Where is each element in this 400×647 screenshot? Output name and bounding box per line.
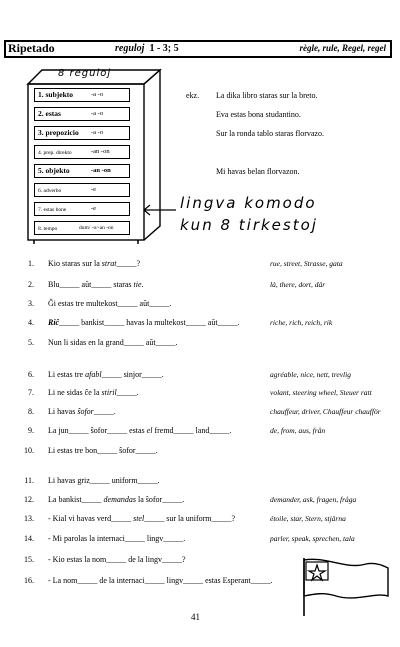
exercise-translation: parler, speak, sprechen, tala xyxy=(270,534,355,543)
header-center-ref: 1 - 3; 5 xyxy=(149,43,179,54)
exercise-text: _____? xyxy=(116,259,140,268)
exercise-number: 8. xyxy=(28,407,34,416)
drawer-ending: -a -o xyxy=(91,91,104,98)
exercise-text: Ĝi estas tre multekost_____ aŭt_____. xyxy=(48,299,172,308)
examples-label: ekz. xyxy=(186,91,200,100)
exercise-sentence xyxy=(48,299,171,308)
exercise-text: _____ sur la uniform_____? xyxy=(144,514,236,523)
exercise-text: Li estas tre bon_____ ŝofor_____. xyxy=(48,446,158,455)
header-center-word: reguloj xyxy=(115,43,145,54)
drawer-ending: -an -on xyxy=(91,148,110,155)
exercise-text: fremd_____ land_____. xyxy=(152,426,232,435)
exercise-number: 15. xyxy=(24,555,34,564)
drawer-ending: -e xyxy=(91,186,97,193)
drawer-name: 6. adverbo xyxy=(38,188,62,194)
exercise-sentence xyxy=(48,280,144,289)
exercise-keyword: tie xyxy=(133,280,142,289)
exercise-text: - Mi parolas la internaci_____ lingv_____. xyxy=(48,534,186,543)
exercise-translation: agréable, nice, nett, trevlig xyxy=(270,370,351,379)
exercise-text: _____. xyxy=(93,407,116,416)
exercise-sentence xyxy=(48,318,240,327)
example-line: La dika libro staras sur la breto. xyxy=(216,91,318,100)
exercise-keyword: afabl xyxy=(85,370,102,379)
drawer-name: 3. prepozicio xyxy=(38,128,79,137)
drawer-5 xyxy=(34,164,130,178)
page-title: Ripetado xyxy=(8,41,55,55)
exercise-keyword: stel xyxy=(133,514,145,523)
exercise-number: 1. xyxy=(28,259,34,268)
drawer-ending: -a -o xyxy=(91,129,104,136)
exercise-text: Li havas xyxy=(48,407,78,416)
exercise-sentence xyxy=(48,576,273,585)
exercise-translation: là, there, dort, där xyxy=(270,280,326,289)
drawer-name: 5. objekto xyxy=(38,166,70,175)
drawer-ending: -a -o xyxy=(91,110,104,117)
note-line-1: lingva komodo xyxy=(180,194,317,212)
exercise-number: 7. xyxy=(28,388,34,397)
exercise-number: 10. xyxy=(24,446,34,455)
note-line-2: kun 8 tirkestoj xyxy=(180,216,318,234)
exercise-number: 13. xyxy=(24,514,34,523)
exercise-number: 11. xyxy=(24,476,34,485)
exercise-sentence xyxy=(48,514,235,523)
exercise-keyword: el xyxy=(146,426,153,435)
exercise-translation: riche, rich, reich, rik xyxy=(270,318,333,327)
exercise-number: 2. xyxy=(28,280,34,289)
exercise-text: Kio staras sur la xyxy=(48,259,102,268)
exercise-keyword: strat xyxy=(101,259,117,268)
exercise-number: 4. xyxy=(28,318,34,327)
exercise-sentence xyxy=(48,476,160,485)
exercise-text: Blu_____ aŭt_____ staras xyxy=(48,280,134,289)
exercise-text: La bankist_____ xyxy=(48,495,104,504)
exercise-text: _____ bankist_____ havas la multekost_____ aŭt_____. xyxy=(59,318,240,327)
exercise-text: _____. xyxy=(116,388,139,397)
drawer-6 xyxy=(34,183,130,197)
exercise-sentence xyxy=(48,338,178,347)
exercise-text: - La nom_____ de la internaci_____ lingv_____ estas Esperant_____. xyxy=(48,576,273,585)
exercise-number: 3. xyxy=(28,299,34,308)
exercise-text: Nun li sidas en la grand_____ aŭt_____. xyxy=(48,338,178,347)
header-translations: règle, rule, Regel, regel xyxy=(299,43,386,53)
drawer-7 xyxy=(34,202,130,216)
exercise-translation: rue, street, Strasse, gata xyxy=(270,259,343,268)
exercise-number: 9. xyxy=(28,426,34,435)
drawer-name: 8. tempo xyxy=(38,226,58,232)
example-line: Sur la ronda tablo staras florvazo. xyxy=(216,129,324,138)
drawer-ending: dum/ -o/-an -on xyxy=(79,225,114,231)
header-reference xyxy=(115,43,179,54)
drawer-ending: -e xyxy=(91,205,97,212)
exercise-sentence xyxy=(48,495,184,504)
exercise-text: Li estas tre xyxy=(48,370,86,379)
drawer-name: 4. prep. direkto xyxy=(38,150,72,156)
page-number: 41 xyxy=(191,612,200,622)
drawer-2 xyxy=(34,107,130,121)
exercise-sentence xyxy=(48,388,139,397)
exercise-sentence xyxy=(48,259,140,268)
exercise-translation: chauffeur, driver, Chauffeur chaufför xyxy=(270,407,381,416)
drawer-4 xyxy=(34,145,130,159)
exercise-sentence xyxy=(48,407,116,416)
exercise-translation: de, from, aus, från xyxy=(270,426,326,435)
exercise-translation: volant, steering wheel, Steuer ratt xyxy=(270,388,372,397)
exercise-translation: demander, ask, fragen, fråga xyxy=(270,495,357,504)
exercise-text: Li ne sidas ĉe la xyxy=(48,388,102,397)
cabinet-label: 8 reguloj xyxy=(58,68,112,79)
exercise-text: La jun_____ ŝofor_____ estas xyxy=(48,426,147,435)
exercise-keyword: stiril xyxy=(101,388,117,397)
exercise-text: - Kial vi havas verd_____ xyxy=(48,514,134,523)
drawer-1 xyxy=(34,88,130,102)
arrow-icon xyxy=(140,200,180,220)
exercise-sentence xyxy=(48,446,158,455)
exercise-number: 6. xyxy=(28,370,34,379)
drawer-name: 2. estas xyxy=(38,109,61,118)
drawer-3 xyxy=(34,126,130,140)
drawer-ending: -an -on xyxy=(91,167,111,174)
exercise-sentence xyxy=(48,426,231,435)
example-line: Eva estas bona studantino. xyxy=(216,110,301,119)
drawer-name: 7. estas bone xyxy=(38,207,67,213)
exercise-text: . xyxy=(141,280,144,289)
exercise-number: 12. xyxy=(24,495,34,504)
exercise-sentence xyxy=(48,555,186,564)
exercise-text: _____ sinjor_____. xyxy=(101,370,164,379)
example-line: Mi havas belan florvazon. xyxy=(216,167,300,176)
exercise-sentence xyxy=(48,370,164,379)
exercise-text: la ŝofor_____. xyxy=(136,495,185,504)
flag-icon xyxy=(296,554,392,618)
exercise-sentence xyxy=(48,534,185,543)
exercise-translation: étoile, star, Stern, stjärna xyxy=(270,514,346,523)
drawer-name: 1. subjekto xyxy=(38,90,74,99)
exercise-text: Li havas griz_____ uniform_____. xyxy=(48,476,160,485)
exercise-text: - Kio estas la nom_____ de la lingv_____? xyxy=(48,555,186,564)
exercise-keyword: ŝofor xyxy=(77,407,94,416)
drawer-8 xyxy=(34,221,130,235)
exercise-keyword: Riĉ xyxy=(48,318,60,327)
cabinet-drawers xyxy=(28,84,144,240)
exercise-number: 16. xyxy=(24,576,34,585)
exercise-number: 5. xyxy=(28,338,34,347)
exercise-keyword: demandas xyxy=(103,495,136,504)
exercise-number: 14. xyxy=(24,534,34,543)
